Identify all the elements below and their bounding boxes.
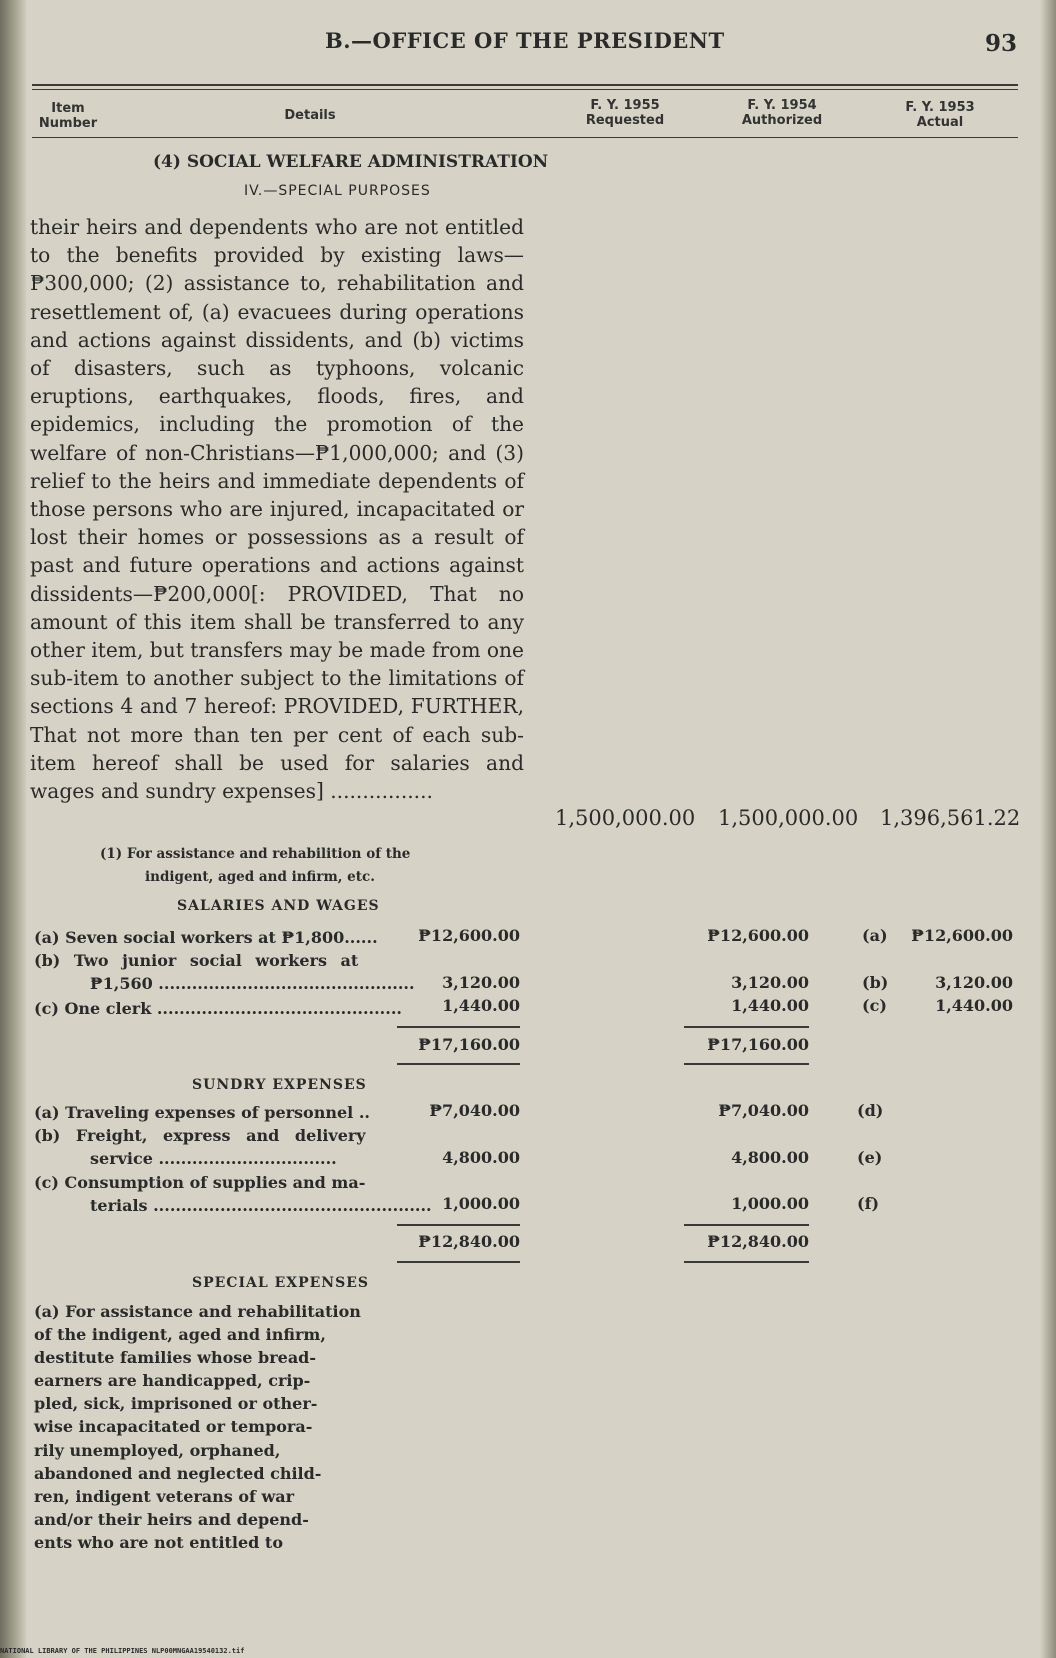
col-fy1954: F. Y. 1954 Authorized — [741, 98, 823, 128]
sundry-row-c-label: (c) Consumption of supplies and ma- — [34, 1173, 366, 1192]
salary-row-a-label: (a) Seven social workers at ₱1,800...... — [34, 928, 378, 947]
salary-row-a-fy1955: ₱12,600.00 — [418, 926, 520, 945]
salary-total-fy1954: ₱17,160.00 — [707, 1035, 809, 1054]
salary-subtotal-rule-fy1954 — [684, 1026, 809, 1028]
salary-row-b-mark: (b) — [862, 973, 889, 992]
salary-row-b-label2: ₱1,560 .............................................. — [90, 974, 415, 993]
salary-row-c-mark: (c) — [862, 996, 887, 1015]
total-fy1955: 1,500,000.00 — [555, 806, 696, 830]
header-rule-top — [32, 84, 1018, 86]
total-fy1953: 1,396,561.22 — [880, 806, 1021, 830]
salary-row-c-fy1953: 1,440.00 — [935, 996, 1013, 1015]
sundry-row-b-fy1954: 4,800.00 — [731, 1148, 809, 1167]
salary-row-a-fy1954: ₱12,600.00 — [707, 926, 809, 945]
page-edge-right — [1040, 0, 1056, 1658]
sundry-row-a-fy1955: ₱7,040.00 — [429, 1101, 520, 1120]
salary-row-b-fy1954: 3,120.00 — [731, 973, 809, 992]
header-rule-top-thin — [32, 89, 1018, 90]
sundry-row-a-fy1954: ₱7,040.00 — [718, 1101, 809, 1120]
page-header-title: B.—OFFICE OF THE PRESIDENT — [325, 28, 725, 53]
header-rule-bottom — [32, 137, 1018, 138]
page-number: 93 — [985, 30, 1018, 57]
sundry-subtotal-rule-fy1954 — [684, 1224, 809, 1226]
sundry-row-c-label2: terials .................................................. — [90, 1196, 432, 1215]
sundry-total-fy1955: ₱12,840.00 — [418, 1232, 520, 1251]
sundry-row-a-mark: (d) — [857, 1101, 884, 1120]
sundry-row-a-label: (a) Traveling expenses of personnel .. — [34, 1103, 370, 1122]
special-expenses-text: (a) For assistance and rehabilitation of the indigent, aged and infirm, destitute families whose bread- earners are handicapped, crip- pled, sick, imprisoned or other- wise incapacitated or tempora- rily unemployed, orphaned, abandoned and neglected child- ren, indigent veterans of war and/or their heirs and depend- ents who are not entitled to — [34, 1302, 361, 1552]
sundry-subtotal-rule-fy1955 — [397, 1224, 520, 1226]
section-subtitle: IV.—SPECIAL PURPOSES — [244, 183, 431, 199]
col-fy1955: F. Y. 1955 Requested — [585, 98, 665, 128]
sundry-row-b-label2: service ................................ — [90, 1149, 337, 1168]
salary-total-rule-fy1954 — [684, 1063, 809, 1065]
section-body-text: their heirs and dependents who are not entitled to the benefits provided by existing laws—₱300,000; (2) assistance to, rehabilitation and resettlement of, (a) evacuees during operations and actions against dissidents, and (b) victims of disasters, such as typhoons, volcanic eruptions, earthquakes, floods, fires, and epidemics, including the promotion of the welfare of non-Christians—₱1,000,000; and (3) relief to the heirs and immediate dependents of those persons who are injured, incapacitated or lost their homes or possessions as a result of past and future operations and actions against dissidents—₱200,000[: PROVIDED, That no amount of this item shall be transferred to any other item, but transfers may be made from one sub-item to another subject to the limitations of sections 4 and 7 hereof: PROVIDED, FURTHER, That not more than ten per cent of each sub-item hereof shall be used for salaries and wages and sundry expenses] ................ — [30, 215, 524, 804]
total-fy1954: 1,500,000.00 — [718, 806, 859, 830]
sundry-row-c-fy1955: 1,000.00 — [442, 1194, 520, 1213]
scan-footer: NATIONAL LIBRARY OF THE PHILIPPINES NLP00MNGAA19540132.tif — [0, 1647, 245, 1655]
salary-subtotal-rule-fy1955 — [397, 1026, 520, 1028]
salary-row-a-mark: (a) — [862, 926, 888, 945]
special-heading: SPECIAL EXPENSES — [192, 1275, 369, 1291]
salary-row-b-fy1955: 3,120.00 — [442, 973, 520, 992]
col-fy1953: F. Y. 1953 Actual — [905, 100, 975, 130]
salary-row-c-label: (c) One clerk ............................................ — [34, 999, 402, 1018]
sundry-row-c-mark: (f) — [857, 1194, 880, 1213]
col-item-number: Item Number — [38, 101, 98, 131]
sundry-total-rule-fy1954 — [684, 1261, 809, 1263]
col-details: Details — [284, 108, 336, 123]
sundry-total-fy1954: ₱12,840.00 — [707, 1232, 809, 1251]
page-edge-left — [0, 0, 26, 1658]
sundry-row-b-fy1955: 4,800.00 — [442, 1148, 520, 1167]
sundry-row-b-mark: (e) — [857, 1148, 883, 1167]
salary-total-fy1955: ₱17,160.00 — [418, 1035, 520, 1054]
salary-row-c-fy1954: 1,440.00 — [731, 996, 809, 1015]
subitem-title-2: indigent, aged and infirm, etc. — [145, 869, 375, 885]
section-title: (4) SOCIAL WELFARE ADMINISTRATION — [153, 152, 549, 172]
sundry-row-c-fy1954: 1,000.00 — [731, 1194, 809, 1213]
salary-row-c-fy1955: 1,440.00 — [442, 996, 520, 1015]
sundry-heading: SUNDRY EXPENSES — [192, 1077, 367, 1093]
salary-row-b-fy1953: 3,120.00 — [935, 973, 1013, 992]
salary-total-rule-fy1955 — [397, 1063, 520, 1065]
salary-row-a-fy1953: ₱12,600.00 — [911, 926, 1013, 945]
salary-row-b-label: (b) Two junior social workers at — [34, 951, 359, 970]
subitem-title-1: (1) For assistance and rehabilition of the — [100, 846, 411, 862]
sundry-row-b-label: (b) Freight, express and delivery — [34, 1126, 366, 1145]
salaries-heading: SALARIES AND WAGES — [177, 898, 380, 914]
sundry-total-rule-fy1955 — [397, 1261, 520, 1263]
